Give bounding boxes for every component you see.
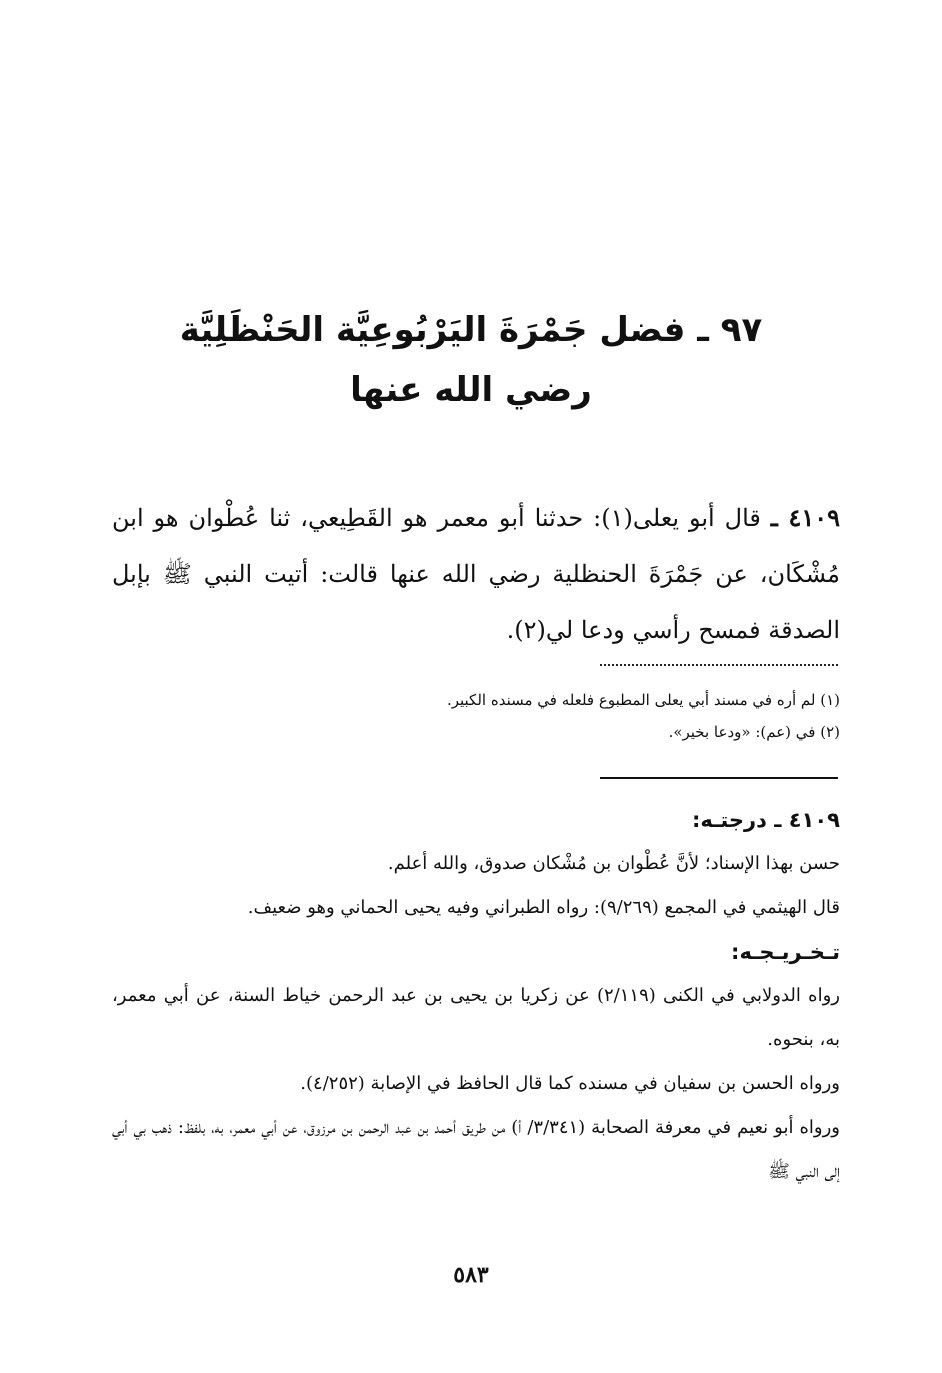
takhrij-heading: تـخـريـجـه: [731,940,840,964]
grade-text-2: قال الهيثمي في المجمع (٩/٢٦٩): رواه الطبراني وفيه يحيى الحماني وهو ضعيف. [247,897,840,918]
commentary-block [112,798,840,1194]
hadith-text-block [112,490,840,658]
chapter-title-line-1: ٩٧ ـ فضل جَمْرَةَ اليَرْبُوعِيَّة الحَنْظَلِيَّة [179,310,763,350]
chapter-title [100,300,842,420]
grade-text-1: حسن بهذا الإسناد؛ لأنَّ عُطْوان بن مُشْكان صدوق، والله أعلم. [387,853,840,874]
footnotes [300,684,840,748]
footnote-dotted-divider [600,664,838,666]
chapter-title-line-2: رضي الله عنها [350,370,592,410]
hadith-text: قال أبو يعلى(١): حدثنا أبو معمر هو القَطِيعي، ثنا عُطْوان هو ابن مُشْكَان، عن جَمْرَةَ الحنظلية رضي الله عنها قالت: أتيت النبي ﷺ بإبل الصدقة فمسح رأسي ودعا لي(٢). [112,504,840,644]
footnote-2: (٢) في (عم): «ودعا بخير». [668,723,840,741]
page-number: ٥٨٣ [453,1262,489,1288]
hadith-number: ٤١٠٩ ـ [770,503,840,532]
takhrij-text-3: ورواه أبو نعيم في معرفة الصحابة (٣/٣٤١/ أ) من طريق أحمد بن عبد الرحمن بن مرزوق، عن أبي معمر، به، بلفظ: ذهب بي أبي إلى النبي ﷺ [112,1117,840,1182]
commentary-divider [600,777,838,779]
grade-heading: ٤١٠٩ ـ درجتـه: [692,808,840,832]
takhrij-text-1: رواه الدولابي في الكنى (٢/١١٩) عن زكريا بن يحيى بن عبد الرحمن خياط السنة، عن أبي معمر، به، بنحوه. [112,985,840,1050]
footnote-1: (١) لم أره في مسند أبي يعلى المطبوع فلعله في مسنده الكبير. [446,691,840,709]
takhrij-text-2: ورواه الحسن بن سفيان في مسنده كما قال الحافظ في الإصابة (٤/٢٥٢). [300,1073,840,1094]
